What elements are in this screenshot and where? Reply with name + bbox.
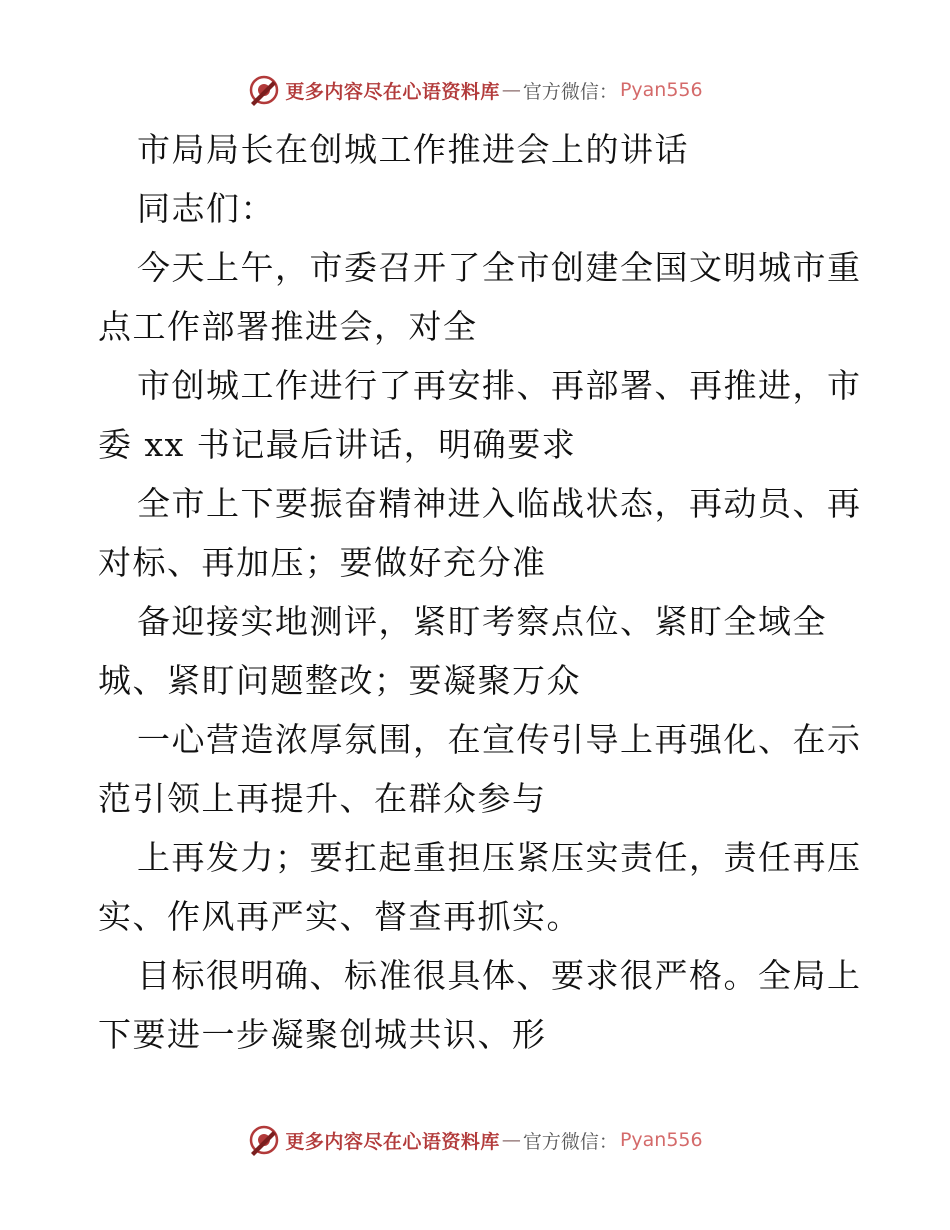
banner-dash: — (501, 1129, 521, 1151)
banner-official-label: 官方微信： (522, 1130, 618, 1153)
header-banner (0, 70, 950, 110)
footer-banner (0, 1120, 950, 1160)
banner-main-text: 更多内容尽在心语资料库 (285, 80, 500, 103)
text-line: 委 xx 书记最后讲话，明确要求 (98, 425, 577, 464)
text-line: 今天上午，市委召开了全市创建全国文明城市重 (137, 248, 862, 287)
banner-official-label: 官方微信： (522, 80, 618, 103)
text-line: 下要进一步凝聚创城共识、形 (98, 1015, 547, 1054)
pen-logo-icon (247, 73, 281, 107)
text-line: 上再发力；要扛起重担压紧压实责任，责任再压 (137, 838, 862, 877)
pen-logo-icon (247, 1123, 281, 1157)
text-line: 全市上下要振奋精神进入临战状态，再动员、再 (137, 484, 862, 523)
text-line: 一心营造浓厚氛围，在宣传引导上再强化、在示 (137, 720, 862, 759)
text-line: 市创城工作进行了再安排、再部署、再推进，市 (137, 366, 862, 405)
text-line: 范引领上再提升、在群众参与 (98, 779, 547, 818)
text-line: 目标很明确、标准很具体、要求很严格。全局上 (137, 956, 862, 995)
banner-wechat-id: Pyan556 (619, 79, 703, 101)
text-line: 对标、再加压；要做好充分准 (98, 543, 547, 582)
text-line: 实、作风再严实、督查再抓实。 (98, 897, 581, 936)
text-line: 备迎接实地测评，紧盯考察点位、紧盯全域全 (137, 602, 827, 641)
document-body (98, 120, 862, 1064)
banner-main-text: 更多内容尽在心语资料库 (285, 1130, 500, 1153)
text-line: 点工作部署推进会，对全 (98, 307, 478, 346)
banner-dash: — (501, 79, 521, 101)
text-line: 同志们： (137, 189, 275, 228)
banner-wechat-id: Pyan556 (619, 1129, 703, 1151)
document-title: 市局局长在创城工作推进会上的讲话 (137, 130, 689, 169)
text-line: 城、紧盯问题整改；要凝聚万众 (98, 661, 581, 700)
